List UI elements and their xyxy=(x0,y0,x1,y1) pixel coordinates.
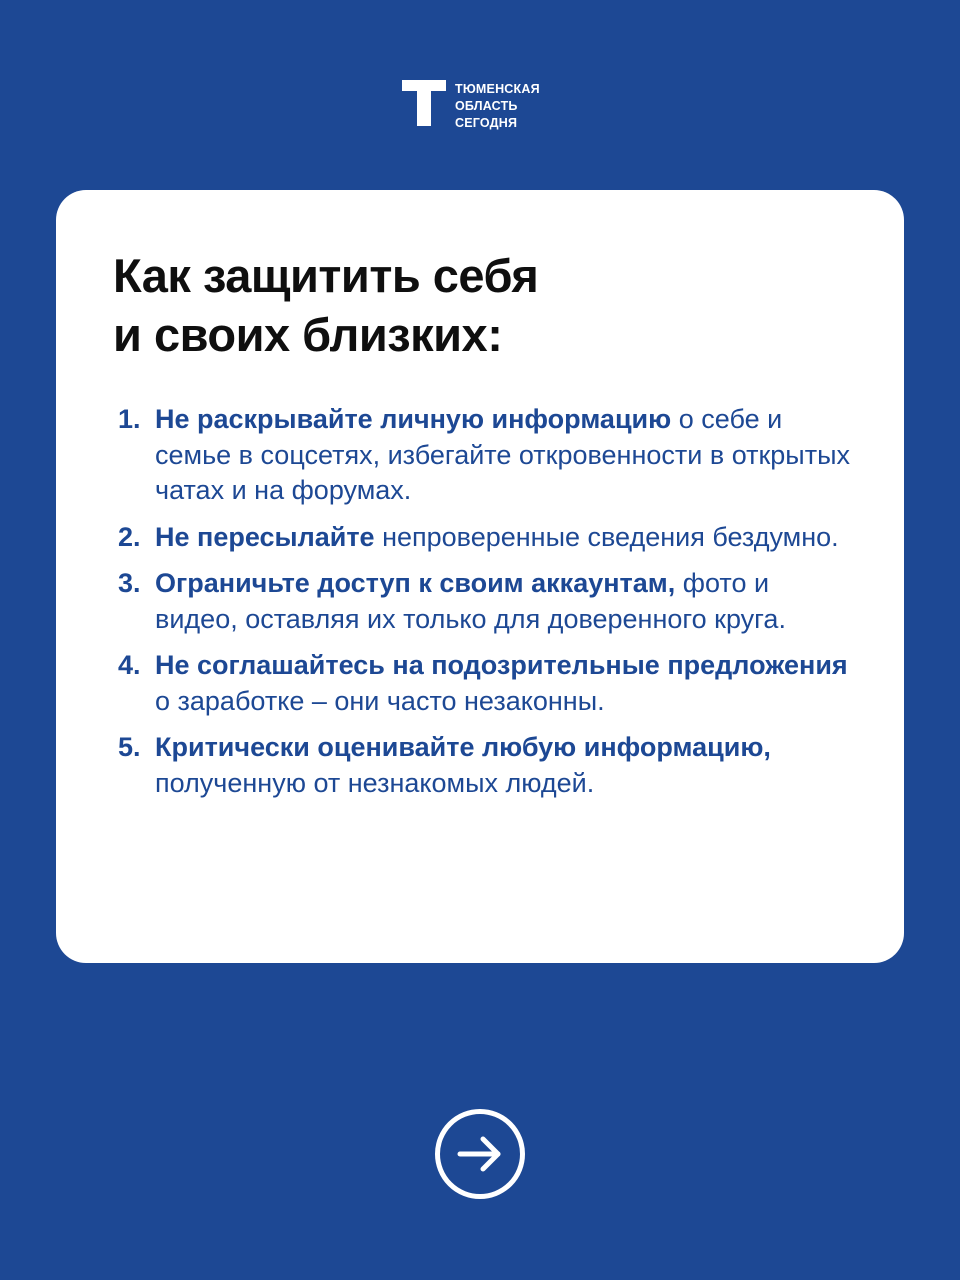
brand-name xyxy=(455,81,540,132)
brand-logo xyxy=(402,80,540,132)
item-emphasis: Ограничьте доступ к своим аккаунтам, xyxy=(155,568,676,598)
list-item xyxy=(118,520,858,556)
item-text xyxy=(155,520,858,556)
brand-line-1: ТЮМЕНСКАЯ xyxy=(455,82,540,96)
list-item xyxy=(118,566,858,637)
item-text xyxy=(155,402,858,509)
tips-list xyxy=(118,402,858,812)
item-emphasis: Не соглашайтесь на подозрительные предложения xyxy=(155,650,848,680)
title-line-2: и своих близких: xyxy=(113,308,503,361)
item-text xyxy=(155,648,858,719)
item-description: непроверенные сведения бездумно. xyxy=(374,521,839,552)
item-description: полученную от незнакомых людей. xyxy=(155,767,595,798)
item-emphasis: Критически оценивайте любую информацию, xyxy=(155,732,771,762)
item-emphasis: Не пересылайте xyxy=(155,521,375,552)
item-number: 4. xyxy=(118,650,141,680)
item-text xyxy=(155,566,858,637)
letter-t-logo-icon xyxy=(402,80,446,126)
item-text xyxy=(155,730,858,801)
item-number: 1. xyxy=(118,404,141,434)
item-emphasis: Не раскрывайте личную информацию xyxy=(155,404,672,434)
arrow-right-circle-icon xyxy=(434,1108,526,1200)
brand-line-2: ОБЛАСТЬ xyxy=(455,99,518,113)
item-number: 3. xyxy=(118,568,141,598)
item-description: фото и видео, оставляя их только для доверенного круга. xyxy=(155,568,786,634)
title-line-1: Как защитить себя xyxy=(113,249,539,302)
list-item xyxy=(118,402,858,509)
item-description: о себе и семье в соцсетях, избегайте откровенности в открытых чатах и на форумах. xyxy=(155,404,850,505)
info-card xyxy=(56,190,904,963)
next-slide-button[interactable] xyxy=(434,1108,526,1200)
brand-line-3: СЕГОДНЯ xyxy=(455,116,518,130)
list-item xyxy=(118,648,858,719)
item-number: 2. xyxy=(118,521,141,552)
item-number: 5. xyxy=(118,732,141,762)
page-title xyxy=(113,246,538,364)
item-description: о заработке – они часто незаконны. xyxy=(155,685,605,716)
list-item xyxy=(118,730,858,801)
